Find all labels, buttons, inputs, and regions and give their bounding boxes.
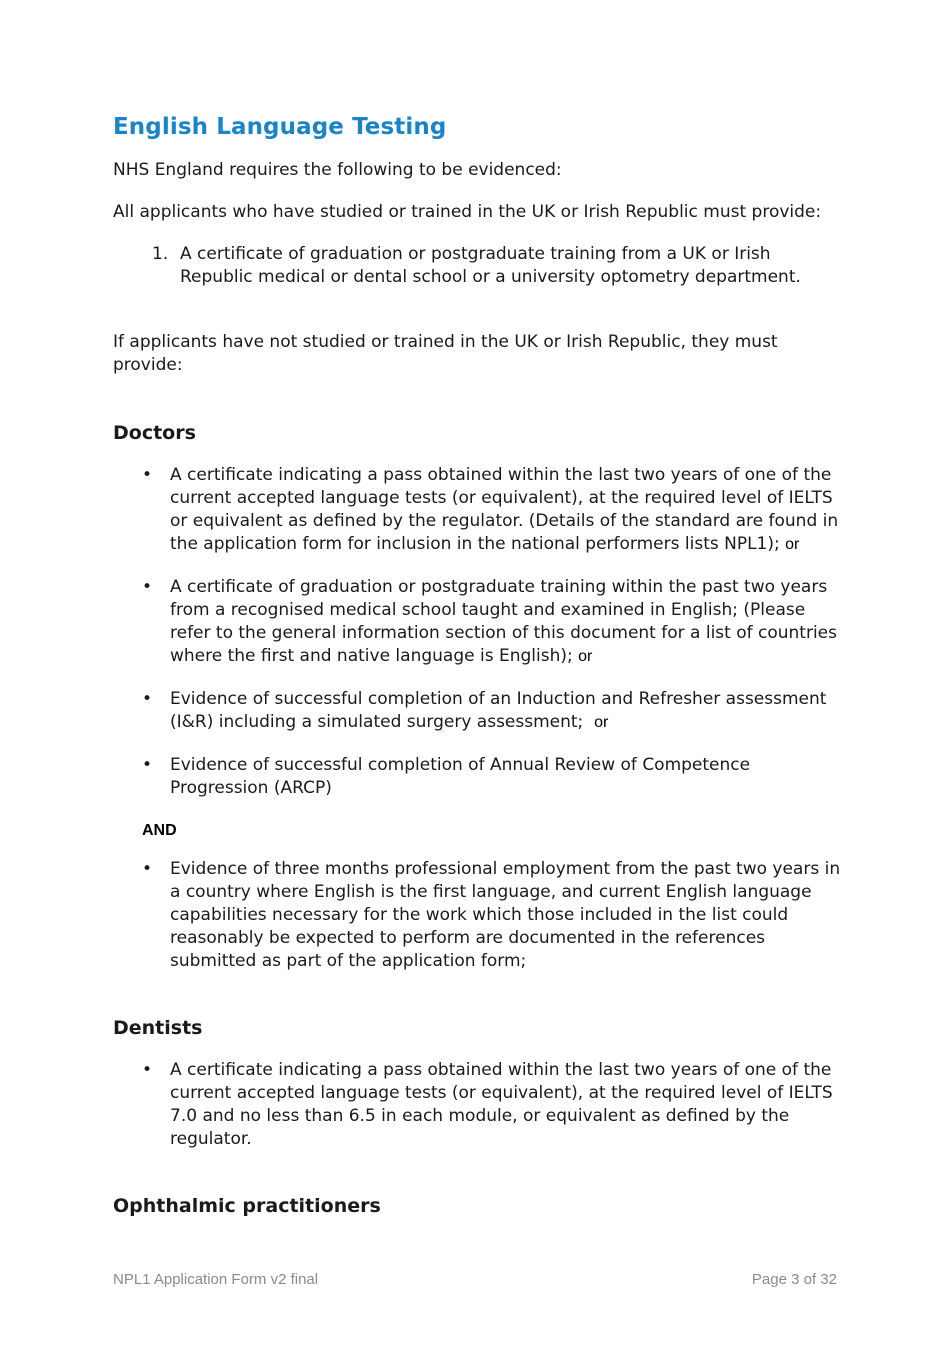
list-item [113, 1059, 843, 1151]
list-item-text: A certificate of graduation or postgraduate training from a UK or Irish Republic medical or dental school or a university optometry department. [180, 244, 801, 287]
list-item [113, 858, 843, 973]
or-conjunction: or [594, 714, 609, 731]
list-item [113, 576, 843, 668]
document-page [113, 112, 843, 1219]
bullet-icon: • [142, 689, 153, 709]
list-item-text: A certificate of graduation or postgraduate training within the past two years from a recognised medical school taught and examined in English; (Please refer to the general information section of this document for a list of countries where the first and native language is English); [170, 577, 837, 666]
dentists-requirements-list [113, 1059, 843, 1151]
list-number: 1. [152, 244, 169, 264]
list-item [113, 243, 843, 289]
page-title: English Language Testing [113, 114, 447, 140]
bullet-icon: • [142, 465, 153, 485]
list-item-text: Evidence of three months professional employment from the past two years in a country where English is the first language, and current English language capabilities necessary for the work which those included in the list could reasonably be expected to perform are documented in the references submitted as part of the application form; [170, 859, 841, 971]
section-heading-dentists: Dentists [113, 1017, 203, 1039]
doctors-additional-requirements-list [113, 858, 843, 973]
bullet-icon: • [142, 577, 153, 597]
list-item-text: Evidence of successful completion of Annual Review of Competence Progression (ARCP) [170, 755, 751, 798]
or-conjunction: or [785, 536, 800, 553]
or-conjunction: or [578, 648, 593, 665]
list-item [113, 464, 843, 556]
section-heading-ophthalmic: Ophthalmic practitioners [113, 1195, 381, 1217]
uk-applicants-paragraph: All applicants who have studied or trained in the UK or Irish Republic must provide: [113, 202, 822, 222]
list-item-text: Evidence of successful completion of an Induction and Refresher assessment (I&R) including a simulated surgery assessment; [170, 689, 827, 732]
list-item-text: A certificate indicating a pass obtained within the last two years of one of the current accepted language tests (or equivalent), at the required level of IELTS or equivalent as defined by the regulator. (Details of the standard are found in the application form for inclusion in the national performers lists NPL1); [170, 465, 839, 554]
bullet-icon: • [142, 1060, 153, 1080]
footer-document-name: NPL1 Application Form v2 final [113, 1271, 319, 1288]
list-item [113, 754, 843, 800]
uk-requirements-list [113, 243, 843, 289]
bullet-icon: • [142, 755, 153, 775]
footer-page-number: Page 3 of 32 [751, 1271, 837, 1288]
bullet-icon: • [142, 859, 153, 879]
list-item [113, 688, 843, 734]
section-heading-doctors: Doctors [113, 422, 196, 444]
doctors-requirements-list [113, 464, 843, 800]
list-item-text: A certificate indicating a pass obtained within the last two years of one of the current accepted language tests (or equivalent), at the required level of IELTS 7.0 and no less than 6.5 in each module, or equivalent as defined by the regulator. [170, 1060, 833, 1149]
and-label: AND [142, 822, 177, 839]
intro-paragraph: NHS England requires the following to be evidenced: [113, 160, 562, 180]
non-uk-applicants-paragraph: If applicants have not studied or trained in the UK or Irish Republic, they must provide: [113, 332, 778, 375]
